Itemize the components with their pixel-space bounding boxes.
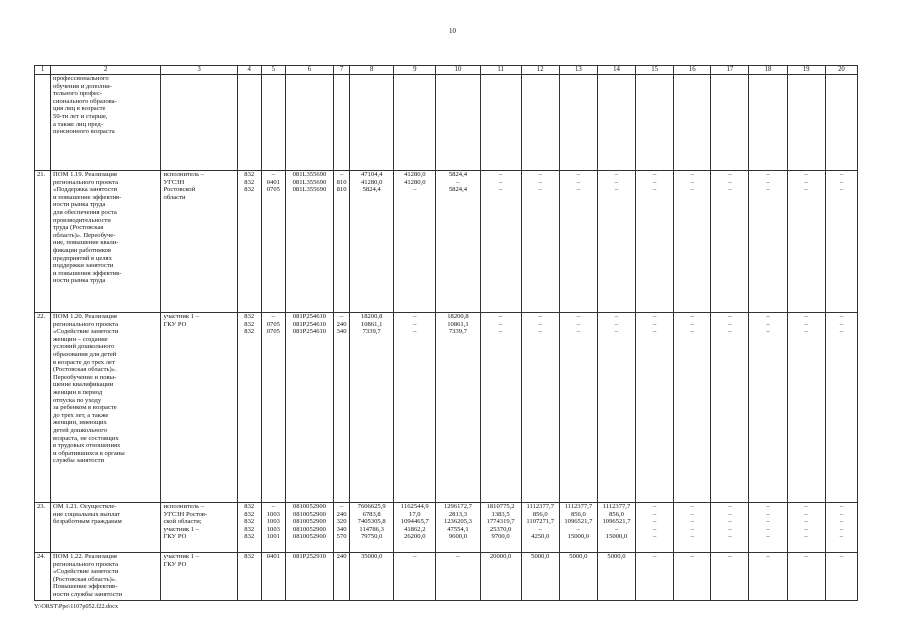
table-cell-c11: 1810775,2 1383,5 1774319,7 25370,0 9700,0 <box>480 503 521 553</box>
table-cell-name: ПОМ 1.19. Реализация регионального проекта «Поддержка занятости и повышение эффектив- ности рынка труда для обеспечения роста производительности труда (Ростовская область)». Переобуче- ние, повышение квали- фикации работников предприятий в целях поддержки занятости и повышения эффектив- ности рынка труда <box>51 171 161 313</box>
table-cell-c5: 0401 <box>261 553 285 601</box>
table-cell-c11 <box>480 75 521 171</box>
budget-table <box>34 65 858 601</box>
table-cell-c8: 18200,8 10861,1 7339,7 <box>350 313 394 503</box>
table-cell-c8: 7606625,9 6783,8 7405305,8 114786,3 79750,0 <box>350 503 394 553</box>
table-cell-c19: – – – <box>787 313 825 503</box>
table-cell-name: ПОМ 1.22. Реализация регионального проекта «Содействие занятости (Ростовская область)». Повышение эффектив- ности службы занятости <box>51 553 161 601</box>
column-header: 2 <box>51 66 161 75</box>
table-cell-c16: – – – – – <box>674 503 711 553</box>
table-cell-n: 21. <box>35 171 51 313</box>
table-cell-c10: 5824,4 – 5824,4 <box>436 171 480 313</box>
column-header: 8 <box>350 66 394 75</box>
column-header: 16 <box>674 66 711 75</box>
table-cell-c17: – – – <box>711 313 749 503</box>
table-cell-c10: 18200,8 10861,1 7339,7 <box>436 313 480 503</box>
table-cell-c13: 5000,0 <box>559 553 597 601</box>
column-header: 3 <box>161 66 237 75</box>
table-cell-c7: – 810 810 <box>334 171 350 313</box>
table-cell-n <box>35 75 51 171</box>
table-cell-c13: – – – <box>559 313 597 503</box>
table-cell-c16: – – – <box>674 313 711 503</box>
page-number: 10 <box>449 27 456 35</box>
table-cell-c20: – – – – – <box>825 503 857 553</box>
column-header: 4 <box>237 66 261 75</box>
table-cell-c7: – 240 320 340 570 <box>334 503 350 553</box>
table-cell-c18: – <box>749 553 787 601</box>
table-row <box>35 553 858 601</box>
table-cell-c17: – <box>711 553 749 601</box>
table-cell-c20: – <box>825 553 857 601</box>
table-cell-c17: – – – <box>711 171 749 313</box>
table-cell-c20: – – – <box>825 313 857 503</box>
table-cell-c9: 41280,0 41280,0 – <box>394 171 436 313</box>
table-cell-c6: 081P254610 081P254610 081P254610 <box>285 313 333 503</box>
header-row <box>35 66 858 75</box>
column-header: 6 <box>285 66 333 75</box>
table-cell-n: 24. <box>35 553 51 601</box>
table-cell-c6: 0810052900 0810052900 0810052900 0810052900 0810052900 <box>285 503 333 553</box>
table-cell-c17: – – – – – <box>711 503 749 553</box>
column-header: 7 <box>334 66 350 75</box>
table-cell-c19 <box>787 75 825 171</box>
table-cell-c14: 1112377,7 856,0 1096521,7 – 15000,0 <box>597 503 635 553</box>
table-cell-c18: – – – – – <box>749 503 787 553</box>
table-cell-c7: 240 <box>334 553 350 601</box>
column-header: 11 <box>480 66 521 75</box>
table-row <box>35 503 858 553</box>
table-cell-c13: – – – <box>559 171 597 313</box>
table-cell-c7 <box>334 75 350 171</box>
table-cell-c19: – <box>787 553 825 601</box>
table-cell-c7: – 240 340 <box>334 313 350 503</box>
table-cell-c8: 35000,0 <box>350 553 394 601</box>
table-cell-exec <box>161 75 237 171</box>
table-cell-c19: – – – – – <box>787 503 825 553</box>
table-cell-c6 <box>285 75 333 171</box>
table-cell-c16: – <box>674 553 711 601</box>
table-cell-c19: – – – <box>787 171 825 313</box>
table-cell-c13: 1112377,7 856,0 1096521,7 – 15000,0 <box>559 503 597 553</box>
table-cell-c5: – 0705 0705 <box>261 313 285 503</box>
column-header: 15 <box>636 66 674 75</box>
table-cell-n: 22. <box>35 313 51 503</box>
column-header: 17 <box>711 66 749 75</box>
table-cell-c18: – – – <box>749 313 787 503</box>
table-cell-c9: – <box>394 553 436 601</box>
table-cell-exec: исполнитель – УГСЗН Ростов- ской области; участник 1 – ГКУ РО <box>161 503 237 553</box>
table-cell-c14: – – – <box>597 313 635 503</box>
table-cell-c9: – – – <box>394 313 436 503</box>
column-header: 5 <box>261 66 285 75</box>
table-cell-c9: 1162544,9 17,0 1094465,7 41862,2 26200,0 <box>394 503 436 553</box>
table-cell-name: профессионального обучения и дополни- тельного профес- сионального образова- ция лиц в возрасте 50-ти лет и старше, а также лиц пред- пенсионного возраста <box>51 75 161 171</box>
column-header: 19 <box>787 66 825 75</box>
column-header: 13 <box>559 66 597 75</box>
table-cell-exec: участник 1 – ГКУ РО <box>161 553 237 601</box>
table-row <box>35 171 858 313</box>
table-cell-c6: 081P252910 <box>285 553 333 601</box>
column-header: 1 <box>35 66 51 75</box>
table-cell-c12: – – – <box>521 313 559 503</box>
table-cell-n: 23. <box>35 503 51 553</box>
table-cell-c4: 832 832 832 <box>237 171 261 313</box>
table-cell-c12: – – – <box>521 171 559 313</box>
table-cell-c9 <box>394 75 436 171</box>
table-cell-c4: 832 832 832 <box>237 313 261 503</box>
table-cell-c12: 5000,0 <box>521 553 559 601</box>
table-cell-name: ПОМ 1.20. Реализация регионального проекта «Содействие занятости женщин – создание условий дошкольного образования для детей в возрасте до трех лет (Ростовская область)». Переобучение и повы- шение квалификации женщин в период отпуска по уходу за ребенком в возрасте до трех лет, а также женщин, имеющих детей дошкольного возраста, не состоящих в трудовых отношениях и обратившихся в органы службы занятости <box>51 313 161 503</box>
table-cell-c13 <box>559 75 597 171</box>
table-cell-c4: 832 832 832 832 832 <box>237 503 261 553</box>
table-cell-c10: – <box>436 553 480 601</box>
table-cell-c15: – <box>636 553 674 601</box>
table-cell-c11: – – – <box>480 313 521 503</box>
table-cell-c15: – – – <box>636 313 674 503</box>
table-cell-c15: – – – – – <box>636 503 674 553</box>
table-cell-exec: участник 1 – ГКУ РО <box>161 313 237 503</box>
table-cell-c10 <box>436 75 480 171</box>
table-cell-c20: – – – <box>825 171 857 313</box>
table-cell-c14: 5000,0 <box>597 553 635 601</box>
table-cell-c12 <box>521 75 559 171</box>
table-cell-exec: исполнитель – УГСЗН Ростовской области <box>161 171 237 313</box>
column-header: 12 <box>521 66 559 75</box>
table-cell-c16: – – – <box>674 171 711 313</box>
table-cell-c15 <box>636 75 674 171</box>
table-cell-c5: – 1003 1003 1003 1001 <box>261 503 285 553</box>
table-cell-c5 <box>261 75 285 171</box>
table-cell-c14: – – – <box>597 171 635 313</box>
table-cell-c20 <box>825 75 857 171</box>
table-cell-c17 <box>711 75 749 171</box>
table-cell-c10: 1296172,7 2813,3 1236205,3 47554,1 9600,0 <box>436 503 480 553</box>
table-cell-c18: – – – <box>749 171 787 313</box>
table-cell-c4 <box>237 75 261 171</box>
table-cell-c18 <box>749 75 787 171</box>
table-cell-c4: 832 <box>237 553 261 601</box>
table-row <box>35 313 858 503</box>
table-cell-c8 <box>350 75 394 171</box>
table-cell-name: ОМ 1.21. Осуществле- ние социальных выплат безработным гражданам <box>51 503 161 553</box>
column-header: 9 <box>394 66 436 75</box>
table-cell-c15: – – – <box>636 171 674 313</box>
column-header: 14 <box>597 66 635 75</box>
table-cell-c14 <box>597 75 635 171</box>
table-body <box>35 66 858 601</box>
table-cell-c11: 20000,0 <box>480 553 521 601</box>
table-cell-c6: 081L355690 081L355690 081L355690 <box>285 171 333 313</box>
table-row <box>35 75 858 171</box>
column-header: 20 <box>825 66 857 75</box>
column-header: 10 <box>436 66 480 75</box>
table-cell-c8: 47104,4 41280,0 5824,4 <box>350 171 394 313</box>
footer-filepath: Y:\ORST\Ppo\1107p052.f22.docx <box>34 603 119 610</box>
table-cell-c5: – 0401 0705 <box>261 171 285 313</box>
table-cell-c11: – – – <box>480 171 521 313</box>
column-header: 18 <box>749 66 787 75</box>
table-cell-c12: 1112377,7 856,0 1107271,7 – 4250,0 <box>521 503 559 553</box>
table-cell-c16 <box>674 75 711 171</box>
